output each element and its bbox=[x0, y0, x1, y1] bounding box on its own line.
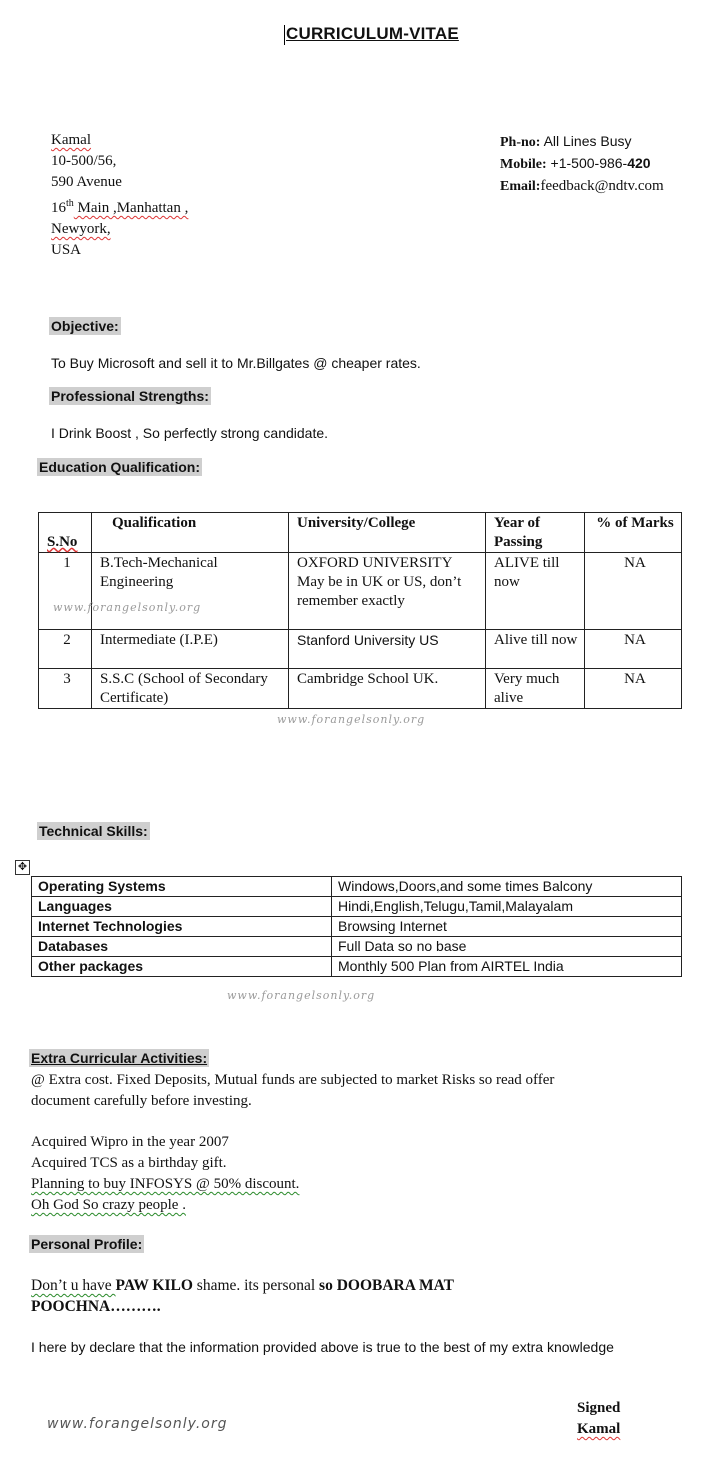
personal-text-a: Don’t u have bbox=[31, 1277, 116, 1294]
watermark-text: www.forangelsonly.org bbox=[227, 989, 376, 1002]
extra-line: Oh God So crazy people . bbox=[31, 1197, 186, 1213]
declaration-text: I here by declare that the information provided above is true to the best of my extra knowledge bbox=[31, 1339, 614, 1355]
personal-text bbox=[31, 1275, 454, 1317]
skill-label: Languages bbox=[32, 897, 332, 917]
col-marks: % of Marks bbox=[585, 513, 682, 553]
extra-line: Planning to buy INFOSYS @ 50% discount. bbox=[31, 1176, 300, 1192]
table-row bbox=[39, 630, 682, 669]
mobile-value-bold: 420 bbox=[627, 155, 651, 171]
address-line3-street: Main ,Manhattan , bbox=[73, 200, 189, 216]
cell-year: ALIVE till now bbox=[486, 553, 585, 630]
col-year: Year of Passing bbox=[486, 513, 585, 553]
personal-heading-wrap bbox=[29, 1236, 144, 1254]
cell-marks: NA bbox=[585, 553, 682, 630]
cell-university: OXFORD UNIVERSITY May be in UK or US, don’t remember exactly bbox=[289, 553, 486, 630]
address-line3 bbox=[51, 193, 188, 219]
education-heading: Education Qualification: bbox=[39, 459, 201, 475]
extra-heading-wrap bbox=[29, 1050, 209, 1068]
skill-label: Other packages bbox=[32, 957, 332, 977]
address-line1: 10-500/56, bbox=[51, 153, 117, 169]
objective-heading-wrap bbox=[49, 318, 121, 336]
objective-heading: Objective: bbox=[51, 318, 119, 334]
extra-line: Acquired TCS as a birthday gift. bbox=[31, 1155, 227, 1171]
phone-value: All Lines Busy bbox=[540, 133, 632, 149]
mobile-label: Mobile: bbox=[500, 157, 547, 172]
extra-list bbox=[31, 1132, 299, 1216]
address-line3-sup: th bbox=[66, 198, 74, 209]
personal-text-line2: POOCHNA………. bbox=[31, 1298, 161, 1315]
skill-label: Operating Systems bbox=[32, 877, 332, 897]
address-line5: USA bbox=[51, 242, 82, 258]
personal-text-c: shame. its personal bbox=[192, 1277, 320, 1294]
table-row bbox=[39, 553, 682, 630]
skill-label: Internet Technologies bbox=[32, 917, 332, 937]
cell-qualification: S.S.C (School of Secondary Certificate) bbox=[92, 669, 289, 709]
cell-marks: NA bbox=[585, 630, 682, 669]
address-line3-number: 16 bbox=[51, 200, 66, 216]
cell-university: Stanford University US bbox=[289, 630, 486, 669]
address-line2: 590 Avenue bbox=[51, 174, 122, 190]
skill-value: Monthly 500 Plan from AIRTEL India bbox=[332, 957, 682, 977]
extra-para-line2: document carefully before investing. bbox=[31, 1093, 252, 1109]
cell-university: Cambridge School UK. bbox=[289, 669, 486, 709]
watermark-text: www.forangelsonly.org bbox=[277, 713, 426, 726]
cell-year: Alive till now bbox=[486, 630, 585, 669]
objective-text: To Buy Microsoft and sell it to Mr.Billgates @ cheaper rates. bbox=[51, 355, 421, 371]
watermark-text: www.forangelsonly.org bbox=[53, 601, 202, 614]
strengths-heading-wrap bbox=[49, 388, 211, 406]
table-row bbox=[32, 957, 682, 977]
education-header-row bbox=[39, 513, 682, 553]
cell-sno: 3 bbox=[39, 669, 92, 709]
table-row bbox=[32, 917, 682, 937]
cell-qualification: B.Tech-Mechanical Engineering bbox=[92, 553, 289, 630]
education-heading-wrap bbox=[37, 459, 202, 477]
email-value: feedback@ndtv.com bbox=[540, 178, 664, 194]
extra-paragraph bbox=[31, 1070, 554, 1112]
personal-text-b: PAW KILO bbox=[115, 1277, 193, 1294]
table-row bbox=[32, 877, 682, 897]
personal-heading: Personal Profile: bbox=[31, 1236, 143, 1252]
cell-qualification: Intermediate (I.P.E) bbox=[92, 630, 289, 669]
skill-value: Browsing Internet bbox=[332, 917, 682, 937]
col-sno: S.No bbox=[39, 513, 92, 553]
signature-block bbox=[577, 1398, 620, 1440]
extra-line: Acquired Wipro in the year 2007 bbox=[31, 1134, 229, 1150]
skill-value: Full Data so no base bbox=[332, 937, 682, 957]
cell-marks: NA bbox=[585, 669, 682, 709]
watermark-footer: www.forangelsonly.org bbox=[47, 1416, 228, 1432]
cell-year: Very much alive bbox=[486, 669, 585, 709]
table-row bbox=[32, 937, 682, 957]
strengths-text: I Drink Boost , So perfectly strong candidate. bbox=[51, 425, 329, 441]
col-university: University/College bbox=[289, 513, 486, 553]
phone-label: Ph-no: bbox=[500, 135, 541, 150]
email-label: Email: bbox=[500, 179, 541, 194]
technical-heading-wrap bbox=[37, 823, 150, 841]
move-icon[interactable]: ✥ bbox=[15, 860, 30, 875]
skill-label: Databases bbox=[32, 937, 332, 957]
signature-name: Kamal bbox=[577, 1421, 621, 1437]
extra-para-line1: @ Extra cost. Fixed Deposits, Mutual funds are subjected to market Risks so read offer bbox=[31, 1072, 555, 1088]
skill-value: Windows,Doors,and some times Balcony bbox=[332, 877, 682, 897]
extra-heading: Extra Curricular Activities: bbox=[31, 1050, 208, 1066]
address-line4: Newyork, bbox=[51, 221, 111, 237]
col-qualification: Qualification bbox=[92, 513, 289, 553]
address-name: Kamal bbox=[51, 132, 91, 148]
cell-sno: 2 bbox=[39, 630, 92, 669]
skill-value: Hindi,English,Telugu,Tamil,Malayalam bbox=[332, 897, 682, 917]
technical-heading: Technical Skills: bbox=[39, 823, 148, 839]
signature-signed: Signed bbox=[577, 1400, 621, 1416]
cell-sno: 1 bbox=[39, 553, 92, 630]
table-row bbox=[39, 669, 682, 709]
technical-table bbox=[31, 876, 682, 977]
strengths-heading: Professional Strengths: bbox=[51, 388, 209, 404]
contact-block bbox=[500, 131, 664, 197]
mobile-value: +1-500-986- bbox=[546, 155, 628, 171]
text-cursor bbox=[284, 25, 285, 45]
page-title: CURRICULUM-VITAE bbox=[286, 24, 459, 43]
table-row bbox=[32, 897, 682, 917]
address-block bbox=[51, 130, 188, 261]
personal-text-d: so DOOBARA MAT bbox=[319, 1277, 454, 1294]
